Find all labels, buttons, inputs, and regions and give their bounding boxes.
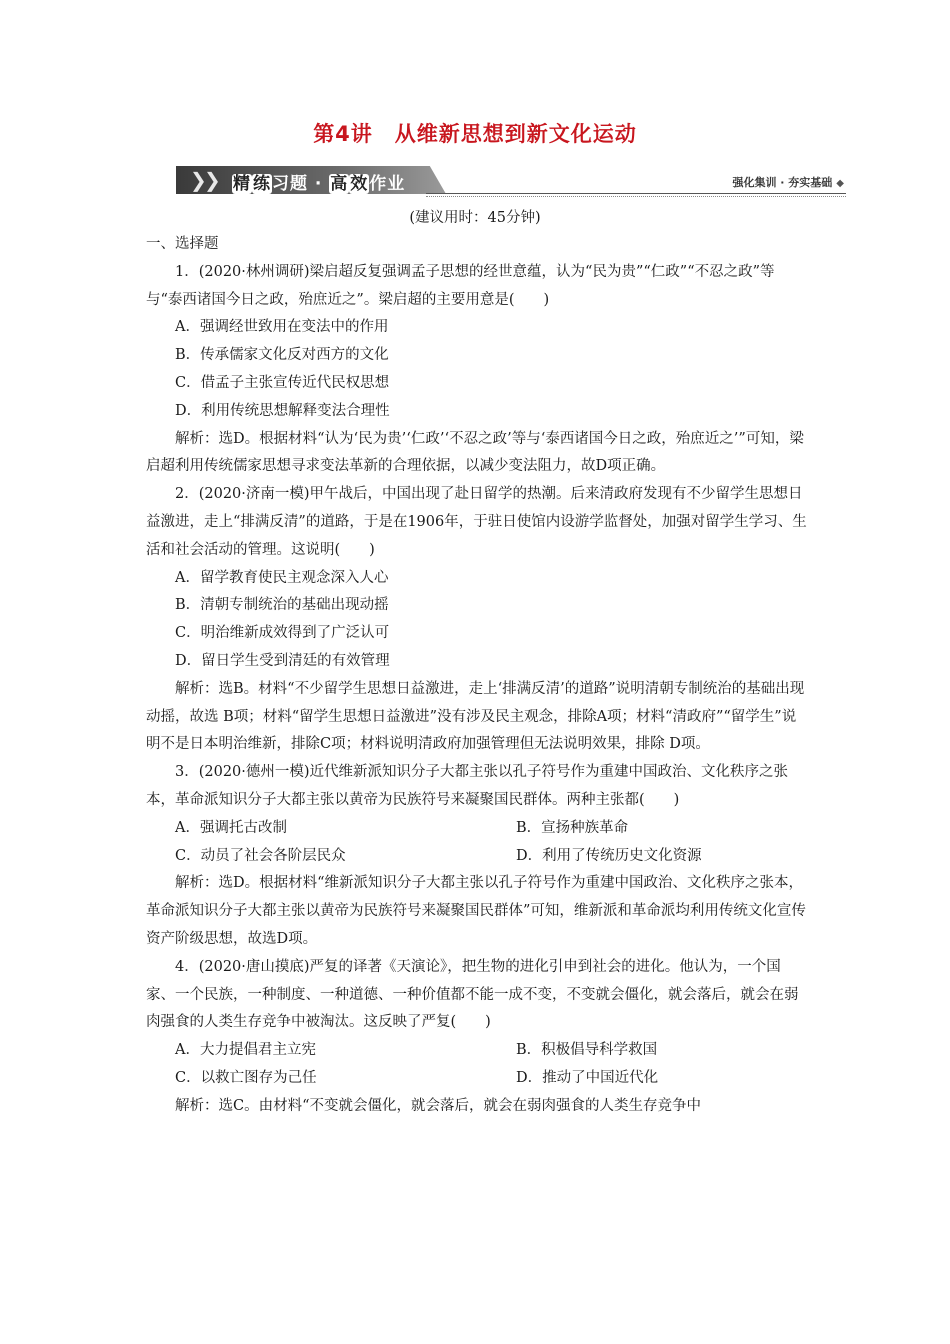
- banner-char: 高: [330, 174, 349, 194]
- chevron-right-icon: ❯: [190, 168, 207, 192]
- question-stem: 2．(2020·济南一模)甲午战后，中国出现了赴日留学的热潮。后来清政府发现有不少留学生思想日益激进，走上“排满反清”的道路，于是在1906年，于驻日使馆内设游学监督处，加强对留学生学习、生活和社会活动的管理。这说明( ): [146, 486, 807, 558]
- question-content: [146, 231, 808, 1121]
- banner-char: 练: [253, 174, 271, 194]
- analysis: 解析：选C。由材料“不变就会僵化，就会落后，就会在弱肉强食的人类生存竞争中: [175, 1097, 702, 1114]
- option-b: B．积极倡导科学救国: [516, 1042, 658, 1059]
- page-title: 第4讲 从维新思想到新文化运动: [313, 122, 637, 146]
- question-stem: 3．(2020·德州一模)近代维新派知识分子大都主张以孔子符号作为重建中国政治、文化秩序之张本，革命派知识分子大都主张以黄帝为民族符号来凝聚国民群体。两种主张都( ): [146, 764, 789, 808]
- question-stem: 1．(2020·林州调研)梁启超反复强调孟子思想的经世意蕴，认为“民为贵”“仁政”“不忍之政”等与“泰西诸国今日之政，殆庶近之”。梁启超的主要用意是( ): [146, 263, 775, 308]
- banner-right-label: 强化集训 · 夯实基础: [732, 176, 833, 189]
- option-d: D．推动了中国近代化: [516, 1069, 659, 1086]
- time-hint: (建议用时：45分钟): [409, 210, 541, 226]
- banner-char: 作业: [369, 174, 406, 194]
- option-b: B．清朝专制统治的基础出现动摇: [175, 597, 389, 614]
- option-a: A．大力提倡君主立宪: [175, 1042, 316, 1059]
- banner-rule: [426, 193, 846, 194]
- analysis: 解析：选D。根据材料“认为‘民为贵’‘仁政’‘不忍之政’等与‘泰西诸国今日之政，殆庶近之’”可知，梁启超利用传统儒家思想寻求变法革新的合理依据，以减少变法阻力，故D项正确。: [146, 430, 804, 475]
- option-d: D．留日学生受到清廷的有效管理: [175, 652, 390, 669]
- analysis: 解析：选B。材料“不少留学生思想日益激进，走上‘排满反清’的道路”说明清朝专制统治的基础出现动摇，故选 B项；材料“留学生思想日益激进”没有涉及民主观念，排除A项；材料“清政府”“留学生”说明不是日本明治维新，排除C项；材料说明清政府加强管理但无法说明效果，排除 D项。: [146, 680, 805, 753]
- banner-left-text: [232, 169, 405, 194]
- banner-char: 效: [350, 174, 369, 194]
- banner-char: 精: [233, 174, 251, 194]
- option-a: A．留学教育使民主观念深入人心: [175, 569, 389, 586]
- banner-rule-dotted: [426, 196, 846, 197]
- option-b: B．传承儒家文化反对西方的文化: [175, 347, 389, 364]
- chevron-right-icon: ❯: [204, 168, 221, 192]
- question-stem: 4．(2020·唐山摸底)严复的译著《天演论》，把生物的进化引申到社会的进化。他认为，一个国家、一个民族，一种制度、一种道德、一种价值都不能一成不变，不变就会僵化，就会落后，就会在弱肉强食的人类生存竞争中被淘汰。这反映了严复( ): [146, 958, 799, 1031]
- section-heading: 一、选择题: [146, 236, 219, 252]
- banner-char: 习题 ·: [272, 174, 330, 194]
- option-a: A．强调托古改制: [175, 819, 287, 836]
- option-c: C．以救亡图存为己任: [175, 1069, 317, 1086]
- option-c: C．动员了社会各阶层民众: [175, 847, 346, 864]
- option-row: [146, 815, 808, 843]
- option-d: D．利用传统思想解释变法合理性: [175, 402, 390, 419]
- option-c: C．明治维新成效得到了广泛认可: [175, 625, 390, 642]
- option-row: [146, 1037, 808, 1065]
- option-b: B．宣扬种族革命: [516, 819, 629, 836]
- section-banner: [176, 166, 846, 196]
- option-d: D．利用了传统历史文化资源: [516, 847, 702, 864]
- option-row: [146, 843, 808, 871]
- diamond-icon: ◆: [836, 178, 844, 189]
- analysis: 解析：选D。根据材料“维新派知识分子大都主张以孔子符号作为重建中国政治、文化秩序之张本，革命派知识分子大都主张以黄帝为民族符号来凝聚国民群体”可知，维新派和革命派均利用传统文化宣传资产阶级思想，故选D项。: [146, 875, 806, 947]
- option-row: [146, 1065, 808, 1093]
- option-c: C．借孟子主张宣传近代民权思想: [175, 374, 390, 391]
- banner-right-text: [732, 174, 844, 190]
- option-a: A．强调经世致用在变法中的作用: [175, 319, 389, 336]
